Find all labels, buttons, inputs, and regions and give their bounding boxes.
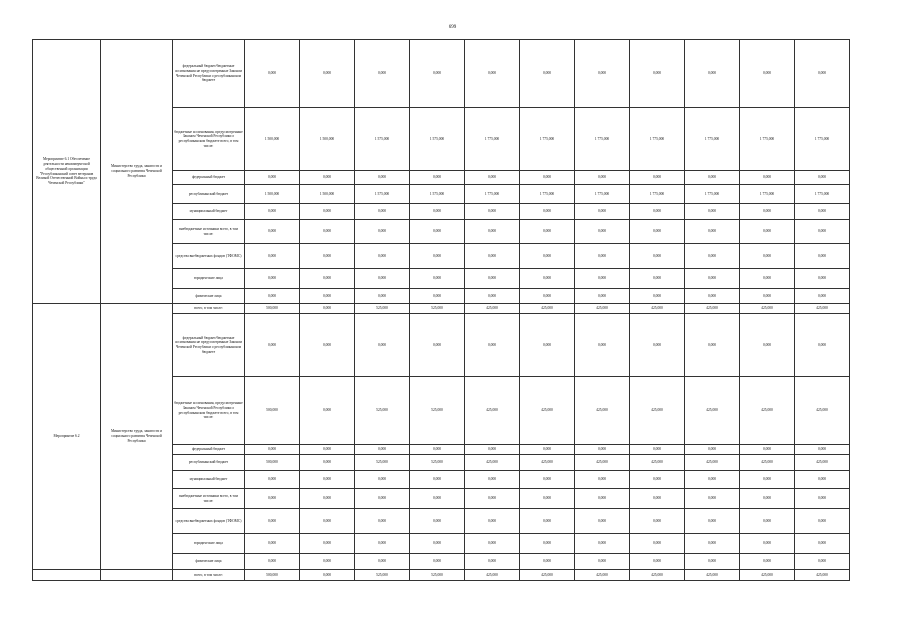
- value-cell: 0,000: [465, 509, 520, 534]
- table-row: [33, 304, 850, 314]
- value-cell: 0,000: [465, 534, 520, 554]
- funding-source-cell: средства внебюджетных фондов (ТФОМС): [173, 244, 245, 269]
- value-cell: 0,000: [575, 204, 630, 220]
- value-cell: 0,000: [575, 314, 630, 377]
- value-cell: 0,000: [520, 471, 575, 489]
- funding-source-cell: бюджетные ассигнования, предусмотренные Законом Чеченской Республики о республиканском бюджете всего, в том числе:: [173, 377, 245, 445]
- value-cell: 0,000: [795, 314, 850, 377]
- value-cell: 0,000: [520, 314, 575, 377]
- value-cell: 0,000: [355, 489, 410, 509]
- value-cell: 425,000: [575, 377, 630, 445]
- value-cell: 0,000: [520, 40, 575, 108]
- value-cell: 525,000: [355, 304, 410, 314]
- value-cell: 0,000: [300, 455, 355, 471]
- value-cell: 425,000: [465, 455, 520, 471]
- value-cell: 0,000: [465, 445, 520, 455]
- funding-source-cell: всего, в том числе:: [173, 570, 245, 581]
- value-cell: 0,000: [300, 554, 355, 570]
- value-cell: 0,000: [410, 509, 465, 534]
- value-cell: 0,000: [795, 171, 850, 185]
- value-cell: 0,000: [740, 220, 795, 244]
- value-cell: 0,000: [355, 534, 410, 554]
- value-cell: 0,000: [300, 471, 355, 489]
- value-cell: 0,000: [520, 509, 575, 534]
- value-cell: 0,000: [575, 244, 630, 269]
- value-cell: 0,000: [630, 445, 685, 455]
- value-cell: 525,000: [410, 570, 465, 581]
- value-cell: 0,000: [465, 289, 520, 304]
- value-cell: 0,000: [630, 171, 685, 185]
- funding-source-cell: физические лица: [173, 289, 245, 304]
- executor-cell: [101, 570, 173, 581]
- value-cell: 0,000: [740, 40, 795, 108]
- value-cell: 1 500,000: [245, 185, 300, 204]
- executor-cell: Министерство труда, занятости и социального развития Чеченской Республики: [101, 304, 173, 570]
- value-cell: 0,000: [795, 269, 850, 289]
- value-cell: 0,000: [740, 171, 795, 185]
- value-cell: 0,000: [355, 40, 410, 108]
- value-cell: 0,000: [740, 534, 795, 554]
- value-cell: 425,000: [630, 570, 685, 581]
- value-cell: 0,000: [300, 204, 355, 220]
- value-cell: 0,000: [355, 471, 410, 489]
- value-cell: 500,000: [245, 455, 300, 471]
- value-cell: 0,000: [245, 509, 300, 534]
- value-cell: 0,000: [740, 471, 795, 489]
- value-cell: 0,000: [355, 204, 410, 220]
- value-cell: 0,000: [795, 445, 850, 455]
- value-cell: 0,000: [630, 509, 685, 534]
- value-cell: 0,000: [465, 269, 520, 289]
- table-continuation: [32, 565, 814, 571]
- value-cell: 1 500,000: [300, 108, 355, 171]
- value-cell: 0,000: [410, 269, 465, 289]
- value-cell: 1 775,000: [795, 185, 850, 204]
- value-cell: 0,000: [465, 489, 520, 509]
- value-cell: 0,000: [740, 509, 795, 534]
- value-cell: 0,000: [465, 471, 520, 489]
- value-cell: 0,000: [740, 204, 795, 220]
- funding-source-cell: федеральный бюджет: [173, 171, 245, 185]
- value-cell: 0,000: [685, 171, 740, 185]
- value-cell: 1 500,000: [300, 185, 355, 204]
- value-cell: 0,000: [520, 289, 575, 304]
- value-cell: 1 575,000: [355, 108, 410, 171]
- event-name-cell: Мероприятие 6.1 Обеспечение деятельности некоммерческой общественной организации "Республиканский совет ветеранов Великой Отечественной Войны и труда Чеченской Республики": [33, 40, 101, 304]
- page-number: 699: [448, 25, 457, 30]
- event-name-cell: [33, 570, 101, 581]
- value-cell: 0,000: [795, 289, 850, 304]
- value-cell: 0,000: [245, 534, 300, 554]
- value-cell: 0,000: [795, 489, 850, 509]
- value-cell: 0,000: [630, 534, 685, 554]
- value-cell: 1 775,000: [575, 185, 630, 204]
- value-cell: 0,000: [575, 509, 630, 534]
- funding-source-cell: республиканский бюджет: [173, 455, 245, 471]
- value-cell: 1 775,000: [465, 185, 520, 204]
- value-cell: 0,000: [685, 314, 740, 377]
- value-cell: 0,000: [575, 269, 630, 289]
- table-row: [33, 40, 850, 108]
- value-cell: 0,000: [685, 220, 740, 244]
- value-cell: 0,000: [245, 244, 300, 269]
- value-cell: 425,000: [465, 304, 520, 314]
- executor-cell: Министерство труда, занятости и социального развития Чеченской Республики: [101, 40, 173, 304]
- value-cell: 0,000: [355, 289, 410, 304]
- value-cell: 0,000: [300, 377, 355, 445]
- value-cell: 0,000: [245, 554, 300, 570]
- value-cell: 425,000: [740, 377, 795, 445]
- value-cell: 0,000: [245, 289, 300, 304]
- value-cell: 425,000: [630, 455, 685, 471]
- value-cell: 0,000: [300, 269, 355, 289]
- value-cell: 0,000: [740, 554, 795, 570]
- value-cell: 0,000: [520, 489, 575, 509]
- value-cell: 1 775,000: [520, 185, 575, 204]
- value-cell: 0,000: [685, 471, 740, 489]
- value-cell: 0,000: [630, 40, 685, 108]
- value-cell: 425,000: [520, 570, 575, 581]
- value-cell: 0,000: [520, 445, 575, 455]
- value-cell: 0,000: [410, 471, 465, 489]
- value-cell: 0,000: [465, 314, 520, 377]
- value-cell: 0,000: [300, 220, 355, 244]
- funding-source-cell: юридические лица: [173, 534, 245, 554]
- value-cell: 0,000: [795, 40, 850, 108]
- value-cell: 0,000: [355, 269, 410, 289]
- funding-source-cell: муниципальный бюджет: [173, 204, 245, 220]
- value-cell: 0,000: [465, 220, 520, 244]
- value-cell: 0,000: [630, 269, 685, 289]
- value-cell: 0,000: [410, 314, 465, 377]
- value-cell: 0,000: [355, 554, 410, 570]
- value-cell: 0,000: [245, 269, 300, 289]
- value-cell: 0,000: [575, 40, 630, 108]
- value-cell: 0,000: [630, 220, 685, 244]
- value-cell: 0,000: [410, 40, 465, 108]
- value-cell: 0,000: [355, 171, 410, 185]
- value-cell: 0,000: [630, 554, 685, 570]
- value-cell: 425,000: [465, 377, 520, 445]
- value-cell: 0,000: [740, 489, 795, 509]
- value-cell: 0,000: [740, 269, 795, 289]
- value-cell: 0,000: [355, 509, 410, 534]
- value-cell: 0,000: [245, 314, 300, 377]
- value-cell: 0,000: [630, 244, 685, 269]
- value-cell: 1 500,000: [245, 108, 300, 171]
- table-row: [33, 570, 850, 581]
- value-cell: 525,000: [410, 304, 465, 314]
- value-cell: 0,000: [355, 314, 410, 377]
- value-cell: 0,000: [300, 534, 355, 554]
- funding-source-cell: муниципальный бюджет: [173, 471, 245, 489]
- value-cell: 1 775,000: [520, 108, 575, 171]
- value-cell: 0,000: [245, 471, 300, 489]
- value-cell: 0,000: [245, 171, 300, 185]
- value-cell: 0,000: [685, 534, 740, 554]
- funding-source-cell: внебюджетные источники всего, в том числе:: [173, 220, 245, 244]
- value-cell: 0,000: [575, 554, 630, 570]
- value-cell: 1 575,000: [355, 185, 410, 204]
- value-cell: 0,000: [300, 314, 355, 377]
- value-cell: 1 775,000: [465, 108, 520, 171]
- value-cell: 0,000: [300, 489, 355, 509]
- value-cell: 0,000: [575, 220, 630, 244]
- value-cell: 0,000: [410, 289, 465, 304]
- value-cell: 425,000: [795, 304, 850, 314]
- value-cell: 525,000: [410, 377, 465, 445]
- value-cell: 500,000: [245, 377, 300, 445]
- value-cell: 0,000: [630, 314, 685, 377]
- value-cell: 0,000: [740, 289, 795, 304]
- value-cell: 0,000: [685, 445, 740, 455]
- budget-table: [32, 39, 850, 581]
- value-cell: 0,000: [300, 289, 355, 304]
- value-cell: 0,000: [795, 220, 850, 244]
- value-cell: 1 775,000: [740, 185, 795, 204]
- value-cell: 0,000: [300, 509, 355, 534]
- value-cell: 0,000: [300, 304, 355, 314]
- value-cell: 0,000: [465, 171, 520, 185]
- value-cell: 0,000: [300, 40, 355, 108]
- value-cell: 1 775,000: [575, 108, 630, 171]
- value-cell: 0,000: [465, 244, 520, 269]
- value-cell: 1 775,000: [630, 108, 685, 171]
- value-cell: 0,000: [685, 204, 740, 220]
- value-cell: 0,000: [300, 570, 355, 581]
- value-cell: 0,000: [575, 289, 630, 304]
- value-cell: 0,000: [685, 244, 740, 269]
- value-cell: 425,000: [465, 570, 520, 581]
- funding-source-cell: юридические лица: [173, 269, 245, 289]
- value-cell: 0,000: [410, 554, 465, 570]
- value-cell: 0,000: [355, 220, 410, 244]
- value-cell: 425,000: [795, 570, 850, 581]
- funding-source-cell: средства внебюджетных фондов (ТФОМС): [173, 509, 245, 534]
- event-name-cell: Мероприятие 6.2: [33, 304, 101, 570]
- value-cell: 1 775,000: [685, 108, 740, 171]
- value-cell: 0,000: [245, 40, 300, 108]
- funding-source-cell: федеральный бюджет: [173, 445, 245, 455]
- funding-source-cell: всего, в том числе:: [173, 304, 245, 314]
- value-cell: 0,000: [575, 471, 630, 489]
- value-cell: 0,000: [300, 171, 355, 185]
- value-cell: 0,000: [410, 244, 465, 269]
- value-cell: 425,000: [795, 455, 850, 471]
- value-cell: 425,000: [740, 455, 795, 471]
- value-cell: 0,000: [685, 509, 740, 534]
- value-cell: 0,000: [245, 445, 300, 455]
- value-cell: 0,000: [630, 204, 685, 220]
- value-cell: 0,000: [245, 489, 300, 509]
- value-cell: 0,000: [685, 554, 740, 570]
- value-cell: 0,000: [795, 554, 850, 570]
- value-cell: 500,000: [245, 570, 300, 581]
- value-cell: 0,000: [520, 534, 575, 554]
- value-cell: 0,000: [630, 471, 685, 489]
- value-cell: 0,000: [245, 220, 300, 244]
- value-cell: 525,000: [355, 570, 410, 581]
- value-cell: 0,000: [520, 244, 575, 269]
- value-cell: 525,000: [355, 377, 410, 445]
- value-cell: 425,000: [685, 455, 740, 471]
- funding-source-cell: физические лица: [173, 554, 245, 570]
- value-cell: 525,000: [410, 455, 465, 471]
- value-cell: 425,000: [575, 570, 630, 581]
- value-cell: 425,000: [575, 304, 630, 314]
- value-cell: 0,000: [575, 534, 630, 554]
- value-cell: 425,000: [575, 455, 630, 471]
- value-cell: 0,000: [355, 244, 410, 269]
- value-cell: 0,000: [630, 289, 685, 304]
- value-cell: 0,000: [410, 445, 465, 455]
- value-cell: 0,000: [740, 445, 795, 455]
- value-cell: 0,000: [465, 40, 520, 108]
- value-cell: 0,000: [410, 220, 465, 244]
- funding-source-cell: республиканский бюджет: [173, 185, 245, 204]
- value-cell: 0,000: [410, 489, 465, 509]
- value-cell: 0,000: [300, 244, 355, 269]
- value-cell: 0,000: [355, 445, 410, 455]
- funding-source-cell: федеральный бюджет/бюджетные ассигнования не предусмотренные Законом Чеченской Республики о республиканском бюджете: [173, 40, 245, 108]
- value-cell: 0,000: [795, 204, 850, 220]
- funding-source-cell: бюджетные ассигнования, предусмотренные Законом Чеченской Республики о республиканском бюджете всего, в том числе:: [173, 108, 245, 171]
- value-cell: 0,000: [685, 40, 740, 108]
- value-cell: 425,000: [520, 304, 575, 314]
- value-cell: 1 775,000: [740, 108, 795, 171]
- value-cell: 0,000: [795, 534, 850, 554]
- value-cell: 0,000: [685, 269, 740, 289]
- value-cell: 0,000: [245, 204, 300, 220]
- value-cell: 425,000: [685, 570, 740, 581]
- value-cell: 0,000: [575, 489, 630, 509]
- value-cell: 0,000: [685, 489, 740, 509]
- value-cell: 425,000: [795, 377, 850, 445]
- value-cell: 0,000: [300, 445, 355, 455]
- value-cell: 1 775,000: [630, 185, 685, 204]
- value-cell: 0,000: [795, 244, 850, 269]
- value-cell: 0,000: [520, 554, 575, 570]
- value-cell: 0,000: [520, 220, 575, 244]
- value-cell: 0,000: [410, 171, 465, 185]
- value-cell: 425,000: [630, 304, 685, 314]
- value-cell: 0,000: [630, 489, 685, 509]
- value-cell: 525,000: [355, 455, 410, 471]
- value-cell: 1 575,000: [410, 185, 465, 204]
- funding-source-cell: федеральный бюджет/бюджетные ассигнования не предусмотренные Законом Чеченской Республики о республиканском бюджете: [173, 314, 245, 377]
- value-cell: 0,000: [740, 244, 795, 269]
- value-cell: 0,000: [575, 171, 630, 185]
- value-cell: 425,000: [520, 377, 575, 445]
- value-cell: 1 775,000: [795, 108, 850, 171]
- value-cell: 425,000: [520, 455, 575, 471]
- value-cell: 0,000: [520, 204, 575, 220]
- value-cell: 0,000: [575, 445, 630, 455]
- value-cell: 0,000: [520, 171, 575, 185]
- value-cell: 425,000: [685, 377, 740, 445]
- funding-source-cell: внебюджетные источники всего, в том числе:: [173, 489, 245, 509]
- value-cell: 425,000: [630, 377, 685, 445]
- value-cell: 0,000: [410, 204, 465, 220]
- value-cell: 425,000: [740, 570, 795, 581]
- value-cell: 0,000: [685, 289, 740, 304]
- value-cell: 0,000: [795, 471, 850, 489]
- value-cell: 0,000: [795, 509, 850, 534]
- value-cell: 425,000: [740, 304, 795, 314]
- value-cell: 0,000: [465, 554, 520, 570]
- value-cell: 500,000: [245, 304, 300, 314]
- value-cell: 0,000: [520, 269, 575, 289]
- value-cell: 0,000: [740, 314, 795, 377]
- value-cell: 0,000: [465, 204, 520, 220]
- value-cell: 1 575,000: [410, 108, 465, 171]
- value-cell: 0,000: [410, 534, 465, 554]
- value-cell: 425,000: [685, 304, 740, 314]
- value-cell: 1 775,000: [685, 185, 740, 204]
